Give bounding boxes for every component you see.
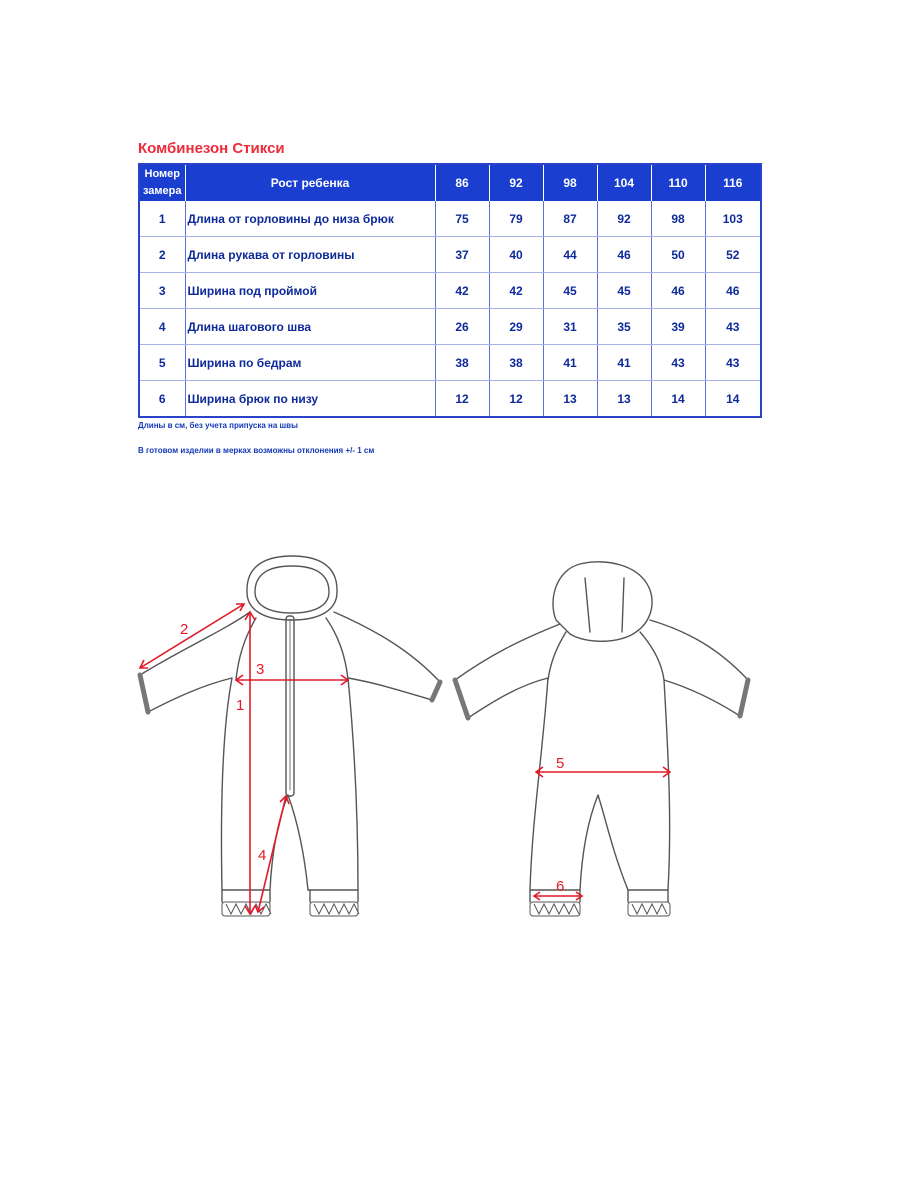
- measure-6-label: 6: [556, 878, 565, 895]
- table-row: [139, 273, 761, 309]
- row-number: 6: [139, 381, 185, 418]
- header-number-line2: замера: [142, 185, 182, 197]
- header-size: 92: [489, 164, 543, 201]
- measure-value: 45: [597, 273, 651, 309]
- measure-value: 12: [435, 381, 489, 418]
- measure-value: 35: [597, 309, 651, 345]
- measure-value: 40: [489, 237, 543, 273]
- header-height: Рост ребенка: [185, 164, 435, 201]
- measure-value: 103: [705, 201, 761, 237]
- measure-value: 46: [705, 273, 761, 309]
- measure-value: 29: [489, 309, 543, 345]
- row-number: 4: [139, 309, 185, 345]
- measure-2-label: 2: [180, 621, 189, 638]
- measure-value: 14: [726, 391, 740, 406]
- header-size: 104: [597, 164, 651, 201]
- measure-value: 14: [651, 381, 705, 418]
- measure-value: 43: [705, 345, 761, 381]
- measure-value: 92: [597, 201, 651, 237]
- table-row: [139, 345, 761, 381]
- measure-name: Ширина по бедрам: [185, 345, 435, 381]
- measure-value: 43: [651, 345, 705, 381]
- measure-value: 98: [651, 201, 705, 237]
- measure-value: 39: [651, 309, 705, 345]
- measure-name: Длина шагового шва: [185, 309, 435, 345]
- table-row: [139, 201, 761, 237]
- row-number: 3: [139, 273, 185, 309]
- back-left-leg-cuff-icon: [530, 902, 580, 916]
- measure-value: 45: [543, 273, 597, 309]
- measure-value: 13: [597, 381, 651, 418]
- measure-value: 87: [543, 201, 597, 237]
- measure-name: Ширина под проймой: [185, 273, 435, 309]
- table-row: [139, 309, 761, 345]
- front-view-drawing: [140, 556, 440, 916]
- measure-value: 38: [435, 345, 489, 381]
- left-cuff-icon: [140, 675, 148, 712]
- table-row: [139, 237, 761, 273]
- row-number: 5: [139, 345, 185, 381]
- measure-5-marker: [536, 755, 670, 777]
- measure-value: 44: [543, 237, 597, 273]
- measure-value: 52: [705, 237, 761, 273]
- measure-3-marker: [236, 661, 348, 685]
- measure-4-label: 4: [258, 847, 267, 864]
- row-number: 2: [139, 237, 185, 273]
- measure-value: 41: [597, 345, 651, 381]
- header-number-line1: Номер: [144, 168, 180, 180]
- header-number: [139, 164, 185, 201]
- measure-6-marker: [534, 878, 582, 900]
- measure-3-label: 3: [256, 661, 265, 678]
- measure-value: 26: [435, 309, 489, 345]
- measure-value: 42: [435, 273, 489, 309]
- header-size: 110: [651, 164, 705, 201]
- measure-value: 41: [543, 345, 597, 381]
- back-view-drawing: [455, 562, 748, 916]
- header-size: 86: [435, 164, 489, 201]
- back-left-cuff-icon: [455, 680, 468, 718]
- measure-value: 42: [489, 273, 543, 309]
- measure-name: Длина рукава от горловины: [185, 237, 435, 273]
- measure-2-marker: [140, 604, 244, 668]
- table-row: [139, 381, 761, 418]
- measure-1-marker: [236, 612, 255, 914]
- measure-value: 46: [597, 237, 651, 273]
- measure-value: 43: [705, 309, 761, 345]
- measure-value: 75: [435, 201, 489, 237]
- measure-value: 50: [651, 237, 705, 273]
- measure-value: 38: [489, 345, 543, 381]
- header-size: 116: [705, 164, 761, 201]
- measure-value: 31: [543, 309, 597, 345]
- measure-value: 79: [489, 201, 543, 237]
- row-number: 1: [139, 201, 185, 237]
- back-right-cuff-icon: [740, 680, 748, 716]
- table-header-row: [139, 164, 761, 201]
- measure-1-label: 1: [236, 697, 245, 714]
- measure-value: 37: [435, 237, 489, 273]
- note-units: Длины в см, без учета припуска на швы: [138, 421, 298, 430]
- garment-diagram: [0, 520, 900, 940]
- note-tolerance: В готовом изделии в мерках возможны отклонения +/- 1 см: [138, 446, 375, 455]
- measure-value: 46: [651, 273, 705, 309]
- size-table: [138, 163, 762, 418]
- right-cuff-icon: [432, 682, 440, 700]
- measure-4-marker: [255, 796, 289, 912]
- measure-name: Ширина брюк по низу: [185, 381, 435, 418]
- header-size: 98: [543, 164, 597, 201]
- measure-name: Длина от горловины до низа брюк: [185, 201, 435, 237]
- product-title: Комбинезон Стикси: [138, 140, 285, 157]
- measure-5-label: 5: [556, 755, 565, 772]
- measure-value: 13: [543, 381, 597, 418]
- measure-value: 12: [489, 381, 543, 418]
